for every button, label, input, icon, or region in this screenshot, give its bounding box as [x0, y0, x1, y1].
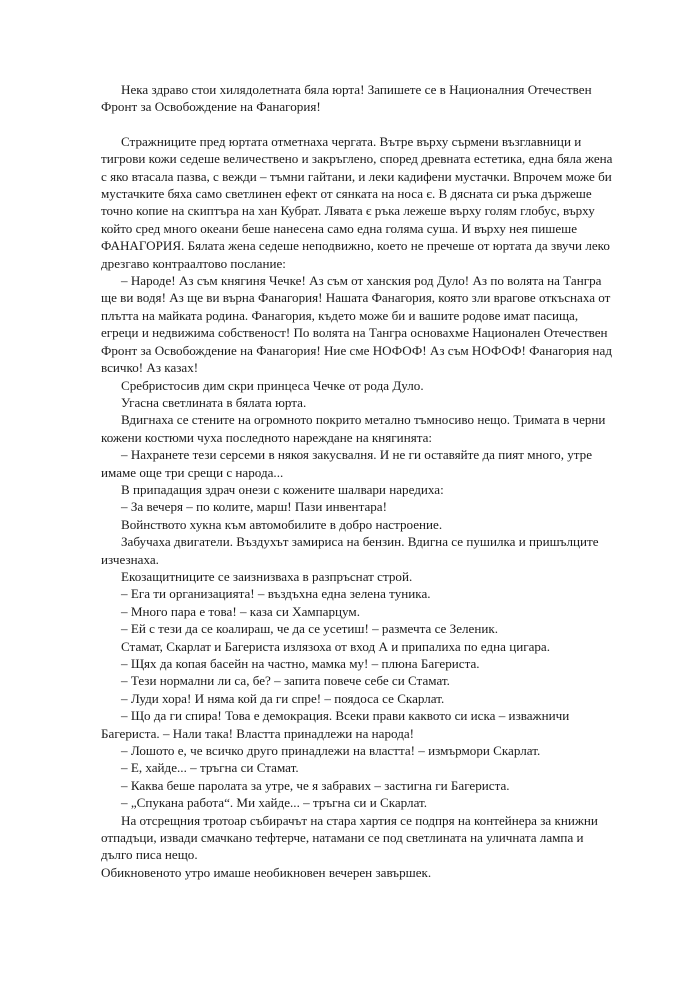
paragraph: Забучаха двигатели. Въздухът замириса на бензин. Вдигна се пушилка и пришълците изчезнаха. [101, 534, 599, 567]
paragraph: – Щях да копая басейн на частно, мамка му! – плюна Багериста. [121, 656, 480, 671]
paragraph: – Народе! Аз съм княгиня Чечке! Аз съм от ханския род Дуло! Аз по волята на Тангра ще ви водя! Аз ще ви върна Фанагория! Нашата Фанагория, която зли врагове откъснаха от плътта на майката родина. Фанагория, където може би и вашите родове имат пасища, егреци и недвижима собственост! По волята на Тангра основахме Национален Отечествен Фронт за Освобождение на Фанагория! Ние сме НОФОФ! Аз съм НОФОФ! Фанагория над всичко! Аз казах! [101, 273, 612, 376]
paragraph: – Тези нормални ли са, бе? – запита повече себе си Стамат. [121, 673, 450, 689]
paragraph: – Лошото е, че всичко друго принадлежи на властта! – измърмори Скарлат. [121, 743, 541, 759]
paragraph: – Ей с тези да се коалираш, че да се усетиш! – размечта се Зеленик. [121, 621, 498, 637]
paragraph: Обикновеното утро имаше необикновен вечерен завършек. [101, 864, 432, 880]
paragraph: – Каква беше паролата за утре, че я забравих – застигна ги Багериста. [121, 777, 510, 793]
paragraph: Сребристосив дим скри принцеса Чечке от рода Дуло. [121, 377, 424, 393]
paragraph: – За вечеря – по колите, марш! Пази инвентара! [121, 499, 387, 515]
paragraph: – Е, хайде... – тръгна си Стамат. [121, 760, 299, 776]
paragraph: На отсрещния тротоар събирачът на стара хартия се подпря на контейнера за книжни отпадъци, извади смачкано тефтерче, натамани се под светлината на уличната лампа и дълго писа нещо. [101, 812, 598, 863]
paragraph: Угасна светлината в бялата юрта. [121, 394, 307, 410]
paragraph: Войнството хукна към автомобилите в добро настроение. [121, 516, 443, 532]
paragraph: Стражниците пред юртата отметнаха чергата. Вътре върху сърмени възглавници и тигрови кожи седеше величествено и закръглено, според древната естетика, една бяла жена с яко втасала пазва, с вежди – тъмни гайтани, и леки кадифени мустачки. Впрочем може би мустачките бяха само светлинен ефект от сянката на носа є. В дясната си ръка държеше точно копие на скиптъра на хан Кубрат. Лявата є ръка лежеше върху голям глобус, върху който сред много океани беше нанесена само една голяма суша. И върху нея пишеше ФАНАГОРИЯ. Бялата жена седеше неподвижно, което не пречеше от юртата да звучи леко дрезгаво контраалтово послание: [101, 133, 613, 271]
paragraph: – Много пара е това! – каза си Хампарцум. [121, 603, 360, 619]
paragraph: – „Спукана работа“. Ми хайде... – тръгна си и Скарлат. [121, 795, 428, 811]
paragraph: В припадащия здрач онези с кожените шалвари наредиха: [121, 481, 444, 497]
paragraph: Стамат, Скарлат и Багериста излязоха от вход А и припалиха по една цигара. [121, 638, 551, 654]
paragraph-gap [101, 116, 617, 133]
paragraph: – Що да ги спира! Това е демокрация. Всеки прави каквото си иска – изважничи Багериста. – Нали така! Властта принадлежи на народа! [101, 708, 570, 741]
paragraph: Нека здраво стои хилядолетната бяла юрта! Запишете се в Националния Отечествен Фронт за Освобождение на Фанагория! [101, 82, 592, 115]
paragraph: Вдигнаха се стените на огромното покрито метално тъмносиво нещо. Тримата в черни кожени костюми чуха последното нареждане на княгинята: [101, 412, 606, 445]
paragraph: – Нахранете тези серсеми в някоя закусвалня. И не ги оставяйте да пият много, утре имаме още три срещи с народа... [101, 447, 593, 480]
paragraph: Екозащитниците се заизнизваха в разпръснат строй. [121, 568, 413, 584]
paragraph: – Ега ти организацията! – въздъхна една зелена туника. [121, 586, 431, 602]
paragraph: – Луди хора! И няма кой да ги спре! – поядоса се Скарлат. [121, 690, 445, 706]
document-body [101, 81, 617, 881]
